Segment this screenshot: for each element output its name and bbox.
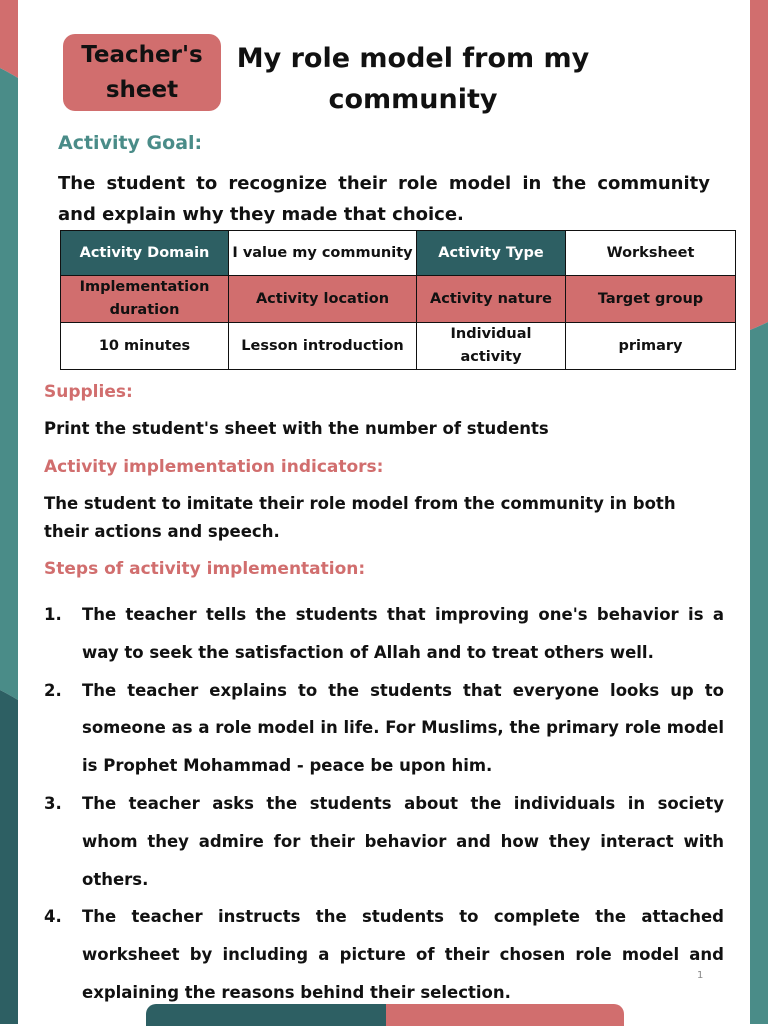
table-row — [61, 276, 736, 323]
footer-decoration-bar — [146, 1004, 624, 1026]
list-item — [44, 672, 724, 785]
step-number: 3. — [44, 793, 62, 813]
footer-coral-segment — [386, 1004, 624, 1026]
table-cell: Implementation duration — [61, 276, 229, 323]
list-item — [44, 785, 724, 898]
indicators-heading: Activity implementation indicators: — [44, 457, 384, 477]
step-text: The teacher explains to the students that everyone looks up to someone as a role model in life. For Muslims, the primary role model is Prophet Mohammad - peace be upon him. — [82, 680, 724, 776]
left-coral-band — [0, 0, 18, 78]
activity-goal-text: The student to recognize their role model in the community and explain why they made that choice. — [58, 173, 710, 225]
table-cell: Activity Type — [417, 231, 566, 276]
indicators-text: The student to imitate their role model from the community in both their actions and speech. — [44, 494, 676, 541]
list-item — [44, 596, 724, 672]
table-cell: Worksheet — [566, 231, 736, 276]
step-number: 2. — [44, 680, 62, 700]
supplies-text: Print the student's sheet with the number of students — [44, 419, 549, 438]
list-item — [44, 898, 724, 1011]
step-number: 1. — [44, 605, 62, 624]
table-row — [61, 323, 736, 370]
steps-list — [44, 596, 724, 1012]
table-cell: Activity Domain — [61, 231, 229, 276]
table-cell: 10 minutes — [61, 323, 229, 370]
steps-heading: Steps of activity implementation: — [44, 559, 366, 579]
supplies-heading: Supplies: — [44, 382, 133, 402]
page-number: 1 — [697, 970, 704, 981]
table-cell: Activity location — [229, 276, 417, 323]
right-coral-band — [750, 0, 768, 330]
right-teal-band — [750, 322, 768, 1024]
step-text: The teacher tells the students that improving one's behavior is a way to seek the satisfaction of Allah and to treat others well. — [82, 605, 724, 662]
table-cell: Individual activity — [417, 323, 566, 370]
table-cell: primary — [566, 323, 736, 370]
activity-goal-heading: Activity Goal: — [58, 132, 203, 154]
table-cell: Target group — [566, 276, 736, 323]
step-number: 4. — [44, 907, 62, 927]
teachers-sheet-badge: Teacher's sheet — [63, 34, 221, 111]
table-cell: I value my community — [229, 231, 417, 276]
footer-teal-segment — [146, 1004, 386, 1026]
table-cell: Activity nature — [417, 276, 566, 323]
page-title: My role model from my community — [236, 43, 590, 115]
step-text: The teacher asks the students about the individuals in society whom they admire for their behavior and how they interact with others. — [82, 793, 724, 889]
step-text: The teacher instructs the students to complete the attached worksheet by including a picture of their chosen role model and explaining the reasons behind their selection. — [82, 907, 724, 1002]
left-teal-band — [0, 68, 18, 700]
activity-info-table — [60, 230, 736, 370]
left-dark-band — [0, 690, 18, 1024]
table-cell: Lesson introduction — [229, 323, 417, 370]
table-row — [61, 231, 736, 276]
